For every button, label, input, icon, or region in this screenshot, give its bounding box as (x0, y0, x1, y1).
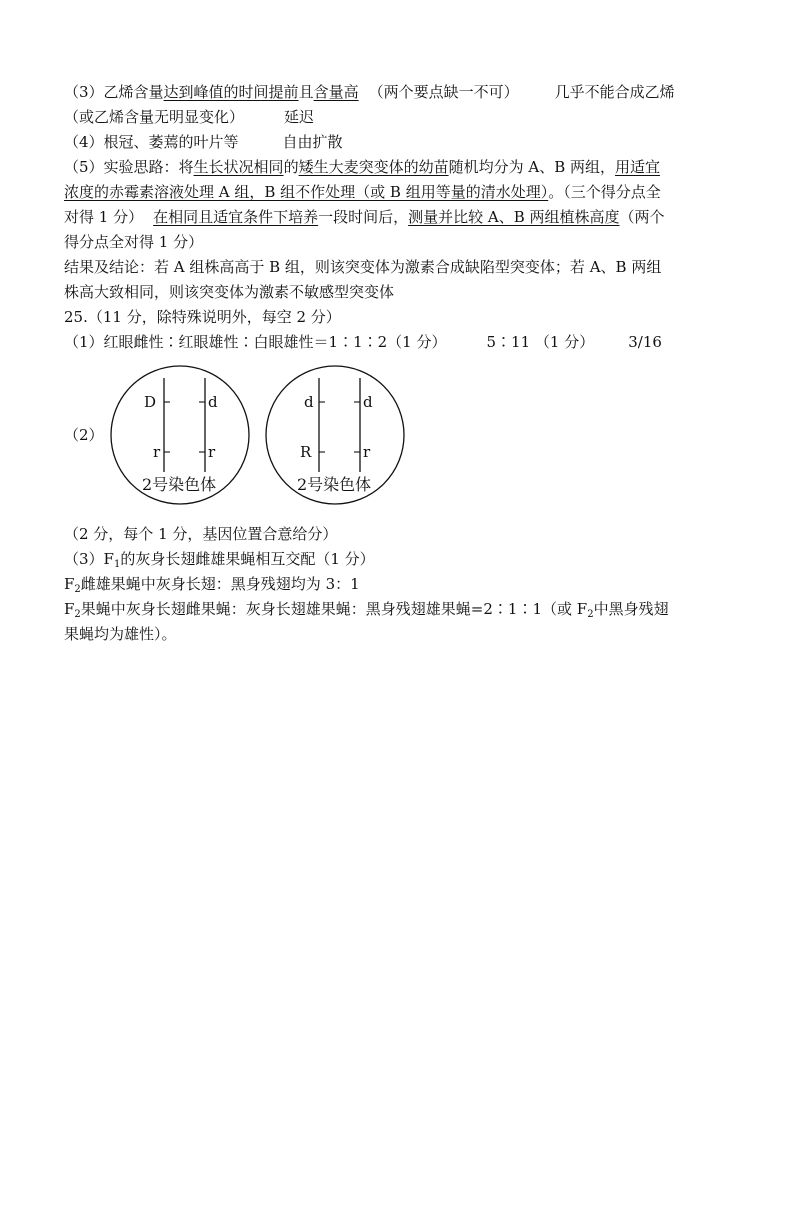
underlined-text: 在相同且适宜条件下培养 (153, 208, 319, 226)
text: F (64, 600, 75, 618)
underlined-text: 浓度的赤霉素溶液处理 A 组，B 组不作处理（或 B 组用等量的清水处理） (64, 183, 549, 201)
text: F (64, 575, 75, 593)
line-result-2 (64, 282, 394, 303)
gene-label: r (208, 443, 216, 461)
gene-label: r (363, 443, 371, 461)
line-25-1 (64, 332, 662, 353)
subscript: 2 (74, 609, 81, 620)
text: （3）F (64, 550, 114, 568)
text: 果蝇均为雄性）。 (64, 625, 177, 643)
subscript: 2 (74, 584, 81, 595)
gene-label: d (208, 393, 218, 411)
text: 25.（11 分，除特殊说明外，每空 2 分） (64, 308, 341, 326)
gene-label: R (300, 443, 312, 461)
text: 且 (298, 83, 314, 101)
subscript: 2 (587, 609, 594, 620)
text: 雌雄果蝇中灰身长翅：黑身残翅均为 3：1 (80, 575, 360, 593)
line-25-2-note (64, 524, 337, 545)
underlined-text: 达到峰值的时间提前 (163, 83, 299, 101)
text: 延迟 (284, 108, 315, 126)
text: 自由扩散 (282, 133, 343, 151)
chromosome-diagram (64, 360, 424, 510)
text: （两个 (619, 208, 665, 226)
text: 株高大致相同，则该突变体为激素不敏感型突变体 (64, 283, 395, 301)
gene-label: d (304, 393, 314, 411)
diagram-label: （2） (64, 426, 104, 444)
text: 的 (283, 158, 299, 176)
underlined-text: 矮生大麦突变体的幼苗 (298, 158, 449, 176)
line-f2-ratio (64, 574, 360, 595)
underlined-text: 用适宜 (615, 158, 661, 176)
gene-label: d (363, 393, 373, 411)
text: 3/16 (628, 333, 662, 351)
line-5-treatment (64, 182, 661, 203)
gene-label: r (153, 443, 161, 461)
text: （4）根冠、萎蔫的叶片等 (64, 133, 239, 151)
line-result-1 (64, 257, 661, 278)
text: 随机均分为 A、B 两组， (448, 158, 615, 176)
text: 5∶11 （1 分） (486, 333, 595, 351)
text: （1）红眼雌性∶红眼雄性∶白眼雄性＝1∶1∶2（1 分） (64, 333, 447, 351)
line-f2-sex-ratio (64, 599, 669, 620)
text: 。（三个得分点全 (548, 183, 661, 201)
text: 果蝇中灰身长翅雌果蝇：灰身长翅雄果蝇：黑身残翅雄果蝇=2∶1∶1（或 F (80, 600, 588, 618)
chromosome-caption: 2号染色体 (297, 475, 372, 494)
underlined-text: 生长状况相同 (193, 158, 284, 176)
text: 得分点全对得 1 分） (64, 233, 204, 251)
chromosome-diagram-svg (64, 360, 424, 510)
subscript: 1 (113, 559, 121, 570)
text: 中黑身残翅 (593, 600, 669, 618)
note-text: （两个要点缺一不可） (368, 83, 519, 101)
gene-label: D (144, 393, 157, 411)
line-f2-end (64, 624, 177, 645)
text: （3）乙烯含量 (64, 83, 164, 101)
text: 结果及结论：若 A 组株高高于 B 组，则该突变体为激素合成缺陷型突变体；若 A、B 两组 (64, 258, 662, 276)
text: 几乎不能合成乙烯 (554, 83, 675, 101)
text: 一段时间后， (318, 208, 409, 226)
text: 的灰身长翅雌雄果蝇相互交配（1 分） (120, 550, 375, 568)
line-25-3 (64, 549, 375, 570)
underlined-text: 测量并比较 A、B 两组植株高度 (408, 208, 620, 226)
chromosome-caption: 2号染色体 (142, 475, 217, 494)
underlined-text: 含量高 (313, 83, 359, 101)
line-5-culture (64, 207, 665, 228)
text: （2 分，每个 1 分，基因位置合意给分） (64, 525, 338, 543)
line-3-ethylene (64, 82, 675, 103)
line-5-idea (64, 157, 660, 178)
line-5-score (64, 232, 203, 253)
text: （或乙烯含量无明显变化） (64, 108, 245, 126)
line-4 (64, 132, 343, 153)
text: （5）实验思路：将 (64, 158, 194, 176)
line-ethylene-alt (64, 107, 314, 128)
question-25-heading (64, 307, 341, 328)
text: 对得 1 分） (64, 208, 144, 226)
